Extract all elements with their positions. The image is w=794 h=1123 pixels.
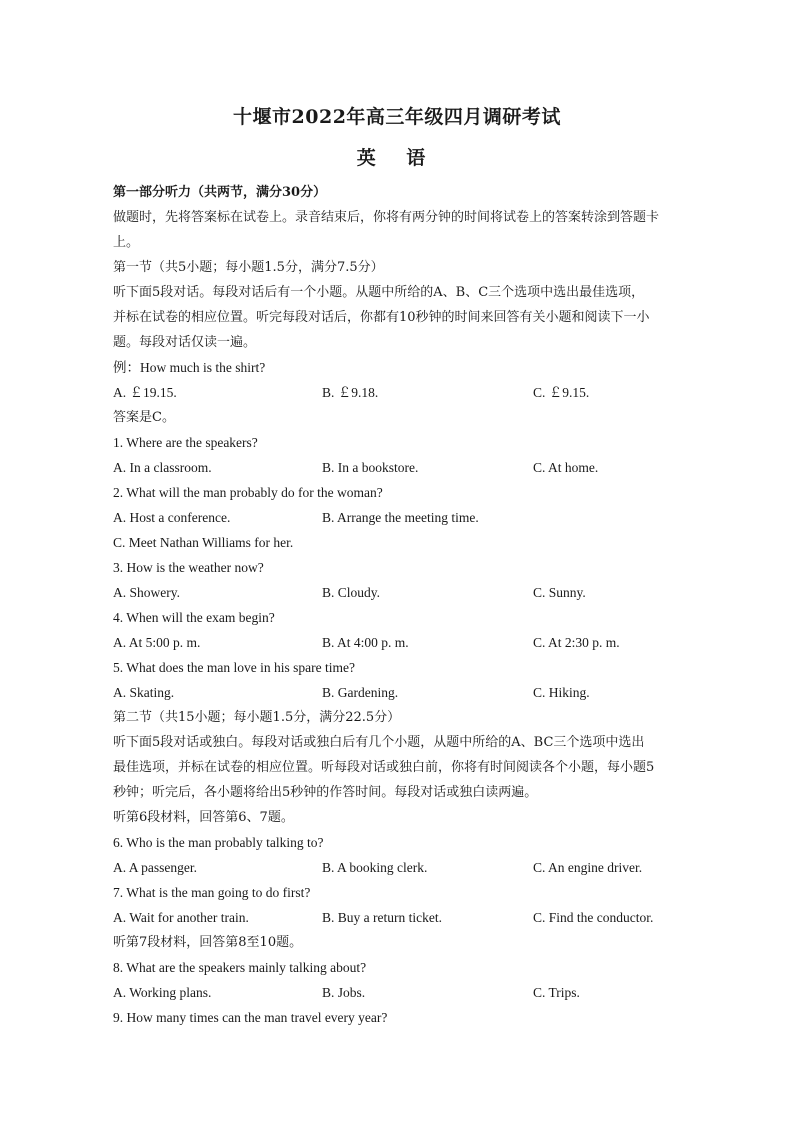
question-5-options — [113, 680, 703, 705]
option-b: B. ￡9.18. — [322, 385, 379, 400]
section1-instruction-line: 题。每段对话仅读一遍。 — [113, 335, 257, 350]
option-a: A. Host a conference. — [113, 510, 231, 525]
material-6-heading: 听第6段材料，回答第6、7题。 — [113, 810, 294, 825]
option-b: B. Jobs. — [322, 985, 366, 1000]
question-2-option-c: C. Meet Nathan Williams for her. — [113, 535, 294, 550]
option-b: B. A booking clerk. — [322, 860, 428, 875]
material-7-heading: 听第7段材料，回答第8至10题。 — [113, 935, 303, 950]
question-3: 3. How is the weather now? — [113, 560, 264, 575]
section1-instruction-line: 并标在试卷的相应位置。听完每段对话后，你都有10秒钟的时间来回答有关小题和阅读下一小 — [113, 310, 650, 325]
question-6-options — [113, 855, 703, 880]
option-b: B. Arrange the meeting time. — [322, 510, 479, 525]
option-b: B. Gardening. — [322, 685, 399, 700]
section1-heading: 第一节（共5小题；每小题1.5分，满分7.5分） — [113, 260, 384, 275]
part1-intro-line: 上。 — [113, 235, 140, 250]
option-b: B. Cloudy. — [322, 585, 381, 600]
section2-heading: 第二节（共15小题；每小题1.5分，满分22.5分） — [113, 710, 401, 725]
part1-heading: 第一部分听力（共两节，满分30分） — [113, 185, 327, 200]
section2-instruction-line: 听下面5段对话或独白。每段对话或独白后有几个小题，从题中所给的A、BC三个选项中选出 — [113, 735, 645, 750]
subject-title: 英 语 — [356, 147, 438, 169]
question-3-options — [113, 580, 703, 605]
exam-title: 十堰市2022年高三年级四月调研考试 — [233, 106, 561, 128]
section1-instruction-line: 听下面5段对话。每段对话后有一个小题。从题中所给的A、B、C三个选项中选出最佳选项， — [113, 285, 645, 300]
question-4-options — [113, 630, 703, 655]
option-a: A. In a classroom. — [113, 460, 212, 475]
option-c: C. An engine driver. — [533, 860, 643, 875]
section2-instruction-line: 最佳选项，并标在试卷的相应位置。听每段对话或独白前，你将有时间阅读各个小题，每小题5 — [113, 760, 655, 775]
option-a: A. Working plans. — [113, 985, 212, 1000]
option-b: B. In a bookstore. — [322, 460, 419, 475]
section2-instruction-line: 秒钟；听完后，各小题将给出5秒钟的作答时间。每段对话或独白读两遍。 — [113, 785, 538, 800]
option-c: C. At home. — [533, 460, 599, 475]
example-answer: 答案是C。 — [113, 410, 175, 425]
option-a: A. Wait for another train. — [113, 910, 249, 925]
option-a: A. At 5:00 p. m. — [113, 635, 201, 650]
question-4: 4. When will the exam begin? — [113, 610, 275, 625]
option-c: C. Hiking. — [533, 685, 590, 700]
option-a: A. Skating. — [113, 685, 175, 700]
part1-intro-line: 做题时，先将答案标在试卷上。录音结束后，你将有两分钟的时间将试卷上的答案转涂到答题卡 — [113, 210, 660, 225]
question-1: 1. Where are the speakers? — [113, 435, 258, 450]
option-b: B. Buy a return ticket. — [322, 910, 442, 925]
question-7-options — [113, 905, 703, 930]
question-2-options — [113, 505, 703, 530]
question-2: 2. What will the man probably do for the woman? — [113, 485, 383, 500]
option-b: B. At 4:00 p. m. — [322, 635, 409, 650]
exam-content — [113, 180, 703, 1030]
option-a: A. ￡19.15. — [113, 385, 177, 400]
question-8: 8. What are the speakers mainly talking about? — [113, 960, 367, 975]
option-c: C. Trips. — [533, 985, 580, 1000]
question-1-options — [113, 455, 703, 480]
question-9: 9. How many times can the man travel every year? — [113, 1010, 388, 1025]
option-c: C. Sunny. — [533, 585, 586, 600]
example-question: 例：How much is the shirt? — [113, 360, 266, 375]
question-7: 7. What is the man going to do first? — [113, 885, 311, 900]
example-options — [113, 380, 703, 405]
question-5: 5. What does the man love in his spare time? — [113, 660, 355, 675]
option-c: C. Find the conductor. — [533, 910, 654, 925]
option-a: A. Showery. — [113, 585, 180, 600]
question-8-options — [113, 980, 703, 1005]
option-c: C. At 2:30 p. m. — [533, 635, 620, 650]
question-6: 6. Who is the man probably talking to? — [113, 835, 324, 850]
option-a: A. A passenger. — [113, 860, 197, 875]
option-c: C. ￡9.15. — [533, 385, 590, 400]
